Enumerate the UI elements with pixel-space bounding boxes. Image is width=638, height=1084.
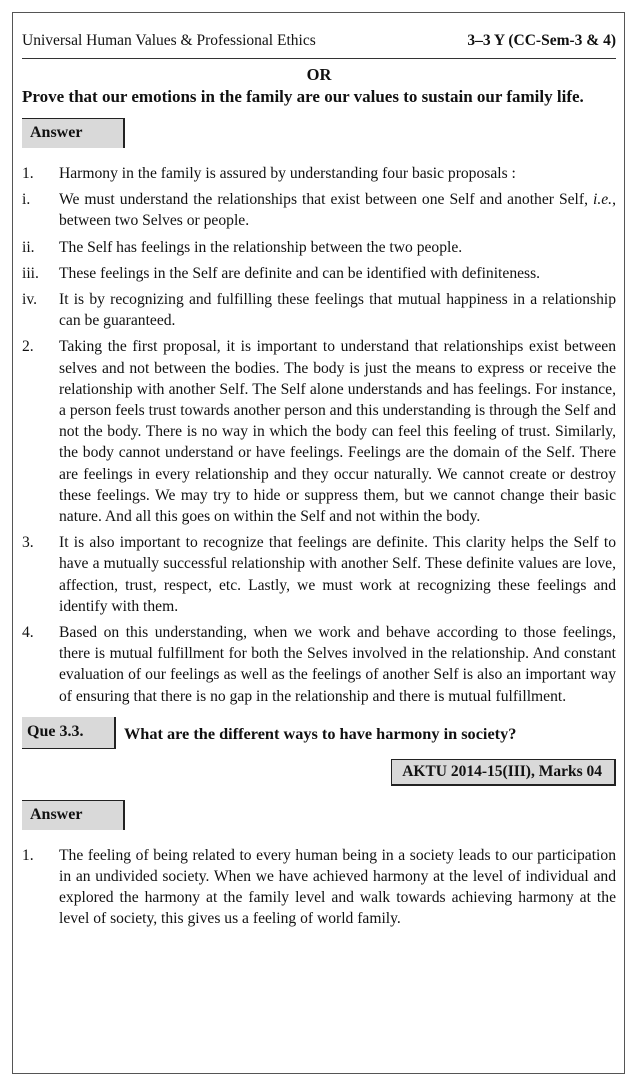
item-text: Harmony in the family is assured by understanding four basic proposals : (59, 165, 516, 182)
list-item (22, 289, 616, 331)
answer-label: Answer (30, 805, 83, 823)
item-text-part: We must understand the relationships that exist between one Self and another Self, (59, 191, 594, 209)
item-text (59, 189, 616, 231)
list-item (22, 189, 616, 231)
item-number: 4. (22, 624, 34, 642)
item-number: 1. (22, 846, 34, 864)
item-number: iii. (22, 264, 39, 282)
question-title: What are the different ways to have harmony in society? (124, 723, 517, 743)
list-item (22, 622, 616, 707)
item-number: i. (22, 191, 31, 209)
item-text: The feeling of being related to every human being in a society leads to our participation in an undivided society. When we have achieved harmony at the level of individual and explored the harmony at the family level and walk towards achieving harmony at the level of society, this gives us a feeling of world family. (59, 846, 616, 928)
item-number: ii. (22, 238, 35, 256)
list-item (22, 336, 616, 527)
running-header (22, 30, 616, 52)
header-book-title: Universal Human Values & Professional Ethics (22, 32, 316, 49)
item-text: It is also important to recognize that feelings are definite. This clarity helps the Self to have a mutually successful relationship with another Self. These definite values are love, affection, trust, respect, etc. Lastly, we must work at recognizing these feelings and identify with them. (59, 534, 616, 615)
header-rule (22, 58, 616, 59)
item-number: 3. (22, 534, 34, 552)
item-text-part: , between two Selves or people. (59, 191, 616, 230)
list-item (22, 263, 616, 284)
list-item (22, 237, 616, 258)
page-content (22, 64, 616, 935)
exam-reference-badge: AKTU 2014-15(III), Marks 04 (391, 759, 616, 786)
item-text: Based on this understanding, when we work and behave according to those feelings, there is mutual fulfillment for both the Selves involved in the relationship. And constant evaluation of our feelings as well as the feelings of another Self is also an important way of ensuring that there is no gap in the relationship and there is mutual fulfillment. (59, 624, 616, 705)
answer-label: Answer (30, 124, 83, 141)
question-number: Que 3.3. (22, 717, 116, 749)
item-number: 2. (22, 338, 34, 356)
or-label: OR (306, 65, 332, 84)
item-number: 1. (22, 165, 34, 182)
answer-tab (22, 118, 125, 148)
list-item (22, 532, 616, 617)
item-text: The Self has feelings in the relationship between the two people. (59, 238, 463, 256)
list-item (22, 163, 616, 184)
item-text: These feelings in the Self are definite and can be identified with definiteness. (59, 264, 541, 282)
exam-reference-row (22, 759, 616, 786)
answer-tab (22, 800, 125, 830)
question-header (22, 717, 616, 749)
item-text-italic: i.e. (593, 191, 613, 209)
answer-list (22, 845, 616, 930)
item-text: Taking the first proposal, it is important to understand that relationships exist between selves and not between the bodies. The body is just the means to express or receive the relationship with another Self. The Self alone understands and has feelings. For instance, a person feels trust towards another person and this understanding is through the Self and not the body. There is no way in which the body can feel this feeling of trust. Similarly, the body cannot understand or have feelings. Feelings are the domain of the Self. There are feelings in every relationship and they occur naturally. We cannot create or destroy these feelings. We may try to hide or suppress them, but we cannot change their basic nature. And all this goes on within the Self and not within the body. (59, 338, 616, 526)
item-number: iv. (22, 291, 38, 309)
question-text: Prove that our emotions in the family are our values to sustain our family life. (22, 87, 584, 106)
list-item (22, 845, 616, 930)
item-text: It is by recognizing and fulfilling these feelings that mutual happiness in a relationship can be guaranteed. (59, 291, 616, 330)
answer-list (22, 163, 616, 707)
header-unit-code: 3–3 Y (CC-Sem-3 & 4) (467, 32, 616, 49)
